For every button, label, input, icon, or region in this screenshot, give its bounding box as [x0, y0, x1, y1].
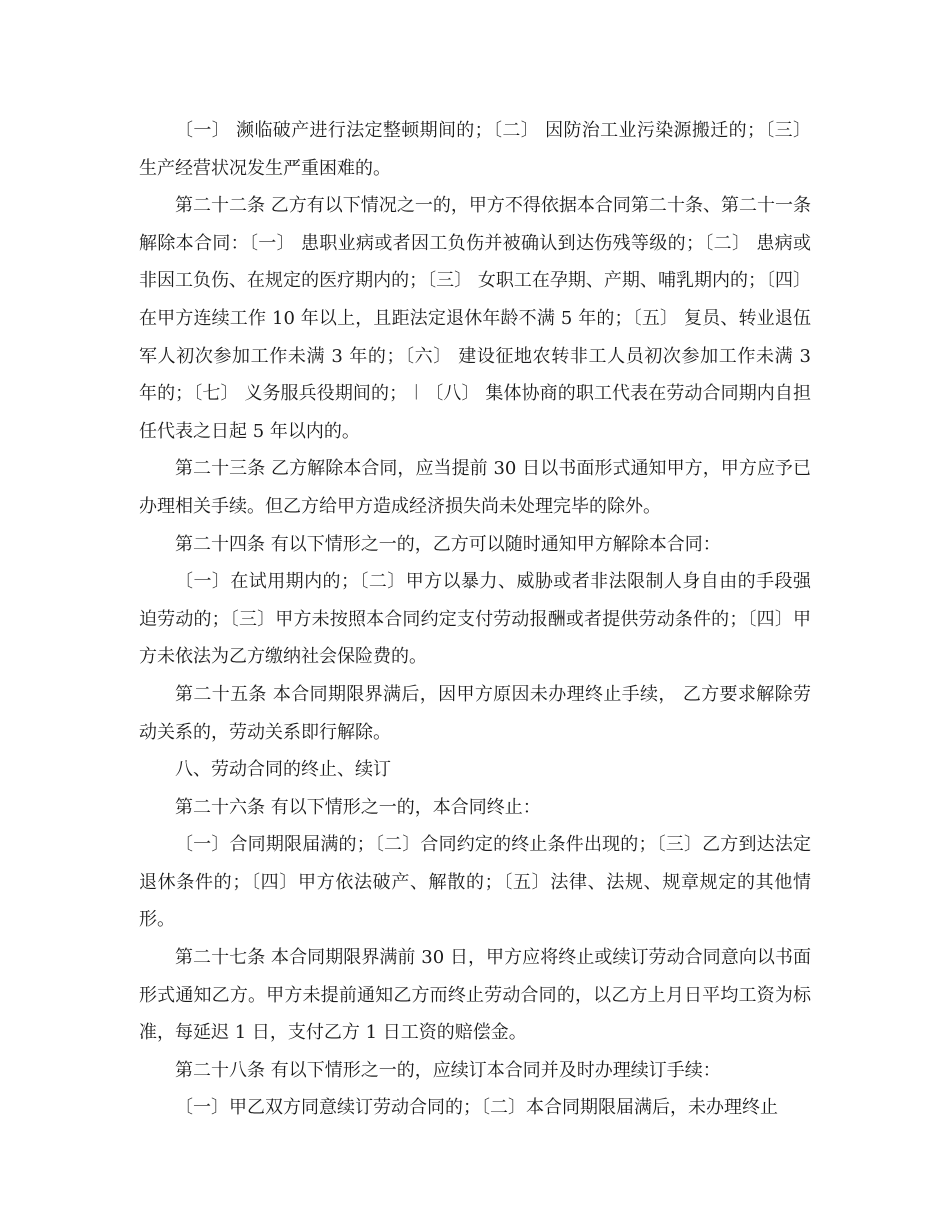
- paragraph-clause-21-items: 〔一〕 濒临破产进行法定整顿期间的；〔二〕 因防治工业污染源搬迁的；〔三〕 生产经营状况发生严重困难的。: [139, 120, 811, 179]
- paragraph-clause-26-items: 〔一〕合同期限届满的；〔二〕合同约定的终止条件出现的；〔三〕乙方到达法定退休条件的；〔四〕甲方依法破产、解散的；〔五〕法律、法规、规章规定的其他情形。: [139, 834, 811, 931]
- section-heading-termination-renewal: 八、劳动合同的终止、续订: [175, 759, 391, 781]
- paragraph-clause-26: 第二十六条 有以下情形之一的，本合同终止：: [175, 796, 541, 818]
- paragraph-clause-23: 第二十三条 乙方解除本合同，应当提前 30 日以书面形式通知甲方，甲方应予已办理相关手续。但乙方给甲方造成经济损失尚未处理完毕的除外。: [139, 458, 811, 517]
- paragraph-clause-24-items: 〔一〕在试用期内的；〔二〕甲方以暴力、威胁或者非法限制人身自由的手段强迫劳动的；〔三〕甲方未按照本合同约定支付劳动报酬或者提供劳动条件的；〔四〕甲方未依法为乙方缴纳社会保险费的。: [139, 571, 811, 668]
- paragraph-clause-25: 第二十五条 本合同期限界满后，因甲方原因未办理终止手续， 乙方要求解除劳动关系的，劳动关系即行解除。: [139, 683, 811, 743]
- paragraph-clause-28: 第二十八条 有以下情形之一的，应续订本合同并及时办理续订手续：: [175, 1059, 721, 1081]
- document-body: [139, 112, 811, 1127]
- paragraph-clause-28-items: 〔一〕甲乙双方同意续订劳动合同的；〔二〕本合同期限届满后，未办理终止: [175, 1097, 778, 1119]
- paragraph-clause-24: 第二十四条 有以下情形之一的，乙方可以随时通知甲方解除本合同：: [175, 533, 721, 555]
- paragraph-clause-22: 第二十二条 乙方有以下情况之一的，甲方不得依据本合同第二十条、第二十一条解除本合同：〔一〕 患职业病或者因工负伤并被确认到达伤残等级的；〔二〕 患病或非因工负伤、在规定的医疗期内的；〔三〕 女职工在孕期、产期、哺乳期内的；〔四〕在甲方连续工作 10 年以上，且距法定退休年龄不满 5 年的；〔五〕 复员、转业退伍军人初次参加工作未满 3 年的；〔六〕 建设征地农转非工人员初次参加工作未满 3 年的；〔七〕 义务服兵役期间的；︱〔八〕 集体协商的职工代表在劳动合同期内自担任代表之日起 5 年以内的。: [139, 195, 811, 442]
- paragraph-clause-27: 第二十七条 本合同期限界满前 30 日，甲方应将终止或续订劳动合同意向以书面形式通知乙方。甲方未提前通知乙方而终止劳动合同的，以乙方上月日平均工资为标准，每延迟 1 日，支付乙方 1 日工资的赔偿金。: [139, 947, 811, 1044]
